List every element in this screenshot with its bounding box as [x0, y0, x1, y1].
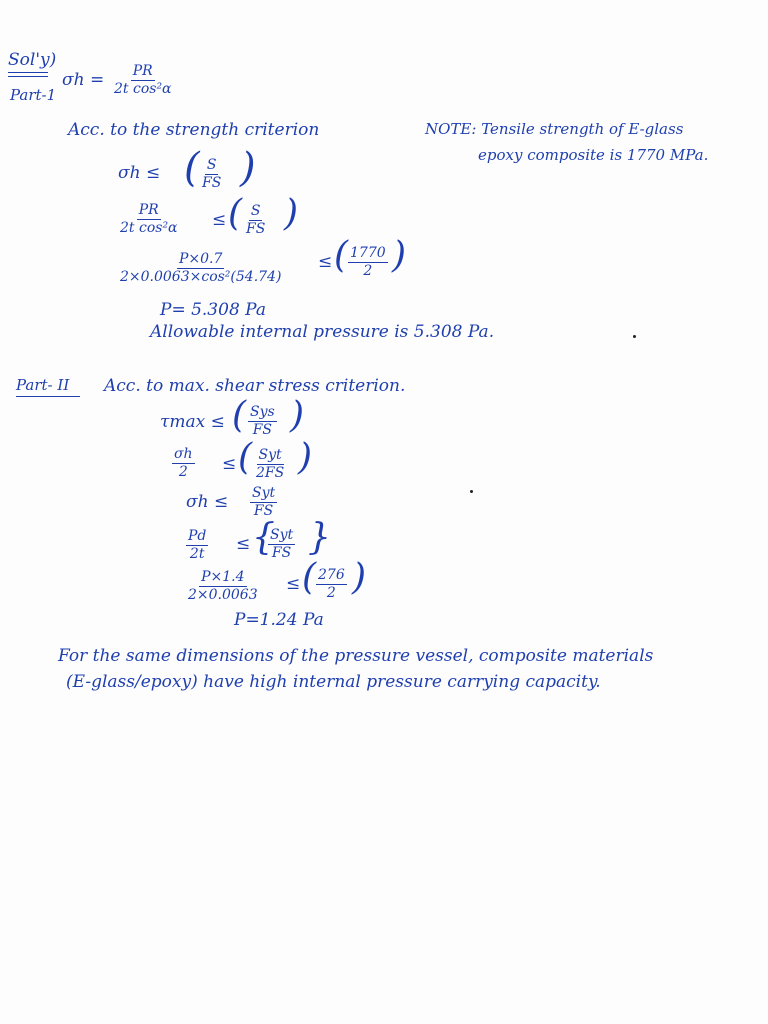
p2-ineq5-den: 2×0.0063 — [188, 587, 258, 604]
p2-ineq4-num: Pd — [186, 529, 208, 546]
p1-ineq1-den: FS — [202, 175, 222, 192]
final-line2: (E-glass/epoxy) have high internal pressure carrying capacity. — [66, 672, 601, 692]
p2-ineq3-fraction — [250, 486, 277, 520]
part1-label: Part-1 — [10, 86, 57, 104]
paren-left: ( — [302, 557, 317, 598]
p2-ineq1-lhs: τmax ≤ — [160, 412, 225, 432]
paren-right: ) — [392, 235, 407, 276]
leq-sign: ≤ — [286, 574, 301, 594]
hoop-stress-numerator: PR — [131, 64, 155, 81]
p2-ineq2-den: 2FS — [256, 465, 285, 482]
hoop-stress-fraction — [112, 64, 174, 98]
p2-ineq5-num: P×1.4 — [199, 570, 246, 587]
p1-ineq1-fraction — [200, 158, 223, 192]
p2-ineq1-num: Sys — [248, 405, 277, 422]
p2-ineq2-lhs-num: σh — [172, 447, 195, 464]
p2-ineq5-rhs-fraction — [316, 568, 347, 602]
paren-left: ( — [238, 437, 253, 478]
p1-ineq2-fraction — [118, 203, 180, 237]
note-line1: NOTE: Tensile strength of E-glass — [425, 120, 684, 138]
part2-result: P=1.24 Pa — [234, 610, 324, 630]
hoop-stress-denominator: 2t cos²α — [114, 81, 172, 98]
p2-ineq2-lhs-fraction — [172, 447, 195, 481]
part2-criterion: Acc. to max. shear stress criterion. — [104, 376, 406, 396]
p2-ineq3-num: Syt — [250, 486, 277, 503]
part2-label-underline — [16, 396, 80, 397]
p2-ineq3-den: FS — [253, 503, 274, 520]
part1-conclusion: Allowable internal pressure is 5.308 Pa. — [150, 322, 495, 342]
brace-left: { — [252, 517, 275, 558]
p2-ineq2-lhs-den: 2 — [178, 464, 188, 481]
solution-label: Sol'y) — [8, 50, 57, 70]
paren-right: ) — [240, 145, 256, 191]
part2-label: Part- II — [16, 376, 70, 394]
p1-ineq3-den: 2×0.0063×cos²(54.74) — [120, 269, 282, 286]
p2-ineq1-den: FS — [252, 422, 272, 439]
p2-ineq3-lhs: σh ≤ — [186, 492, 229, 512]
paren-left: ( — [334, 235, 349, 276]
p1-ineq1-lhs: σh ≤ — [118, 163, 161, 183]
final-line1: For the same dimensions of the pressure vessel, composite materials — [58, 646, 654, 666]
p2-ineq2-num: Syt — [257, 448, 284, 465]
brace-right: } — [308, 517, 331, 558]
p1-ineq2-rhs-fraction — [244, 204, 267, 238]
p2-ineq4-rhs-fraction — [268, 528, 295, 562]
p1-ineq2-num: PR — [137, 203, 161, 220]
part1-criterion: Acc. to the strength criterion — [68, 120, 320, 140]
leq-sign: ≤ — [318, 252, 333, 272]
p2-ineq4-fraction — [186, 529, 208, 563]
note-line2: epoxy composite is 1770 MPa. — [478, 146, 709, 164]
hoop-stress-lhs: σh = — [62, 70, 105, 90]
p2-ineq4-den: 2t — [189, 546, 205, 563]
p2-ineq2-fraction — [254, 448, 286, 482]
p1-ineq3-rhs-num: 1770 — [348, 246, 388, 263]
p2-ineq4-rhs-den: FS — [271, 545, 292, 562]
p2-ineq4-rhs-num: Syt — [268, 528, 295, 545]
p1-ineq2-den: 2t cos²α — [120, 220, 178, 237]
p2-ineq5-fraction — [186, 570, 260, 604]
p1-ineq2-rhs-den: FS — [246, 221, 266, 238]
p1-ineq3-num: P×0.7 — [177, 252, 224, 269]
part1-result: P= 5.308 Pa — [160, 300, 266, 320]
paren-right: ) — [298, 437, 313, 478]
paren-right: ) — [290, 395, 305, 436]
p2-ineq5-rhs-den: 2 — [326, 585, 336, 602]
paren-left: ( — [228, 193, 243, 234]
p1-ineq1-num: S — [205, 158, 219, 175]
solution-label-underline — [8, 72, 48, 73]
leq-sign: ≤ — [222, 454, 237, 474]
paren-left: ( — [232, 395, 247, 436]
solution-label-underline-2 — [8, 76, 48, 77]
p2-ineq1-fraction — [248, 405, 277, 439]
stray-dot — [470, 490, 473, 493]
p1-ineq3-rhs-fraction — [348, 246, 388, 280]
leq-sign: ≤ — [212, 210, 227, 230]
p1-ineq3-fraction — [118, 252, 283, 286]
paren-right: ) — [352, 557, 367, 598]
p1-ineq2-rhs-num: S — [249, 204, 263, 221]
p2-ineq5-rhs-num: 276 — [316, 568, 347, 585]
leq-sign: ≤ — [236, 534, 251, 554]
p1-ineq3-rhs-den: 2 — [363, 263, 373, 280]
paren-right: ) — [284, 193, 299, 234]
stray-dot — [633, 335, 636, 338]
paren-left: ( — [184, 145, 200, 191]
